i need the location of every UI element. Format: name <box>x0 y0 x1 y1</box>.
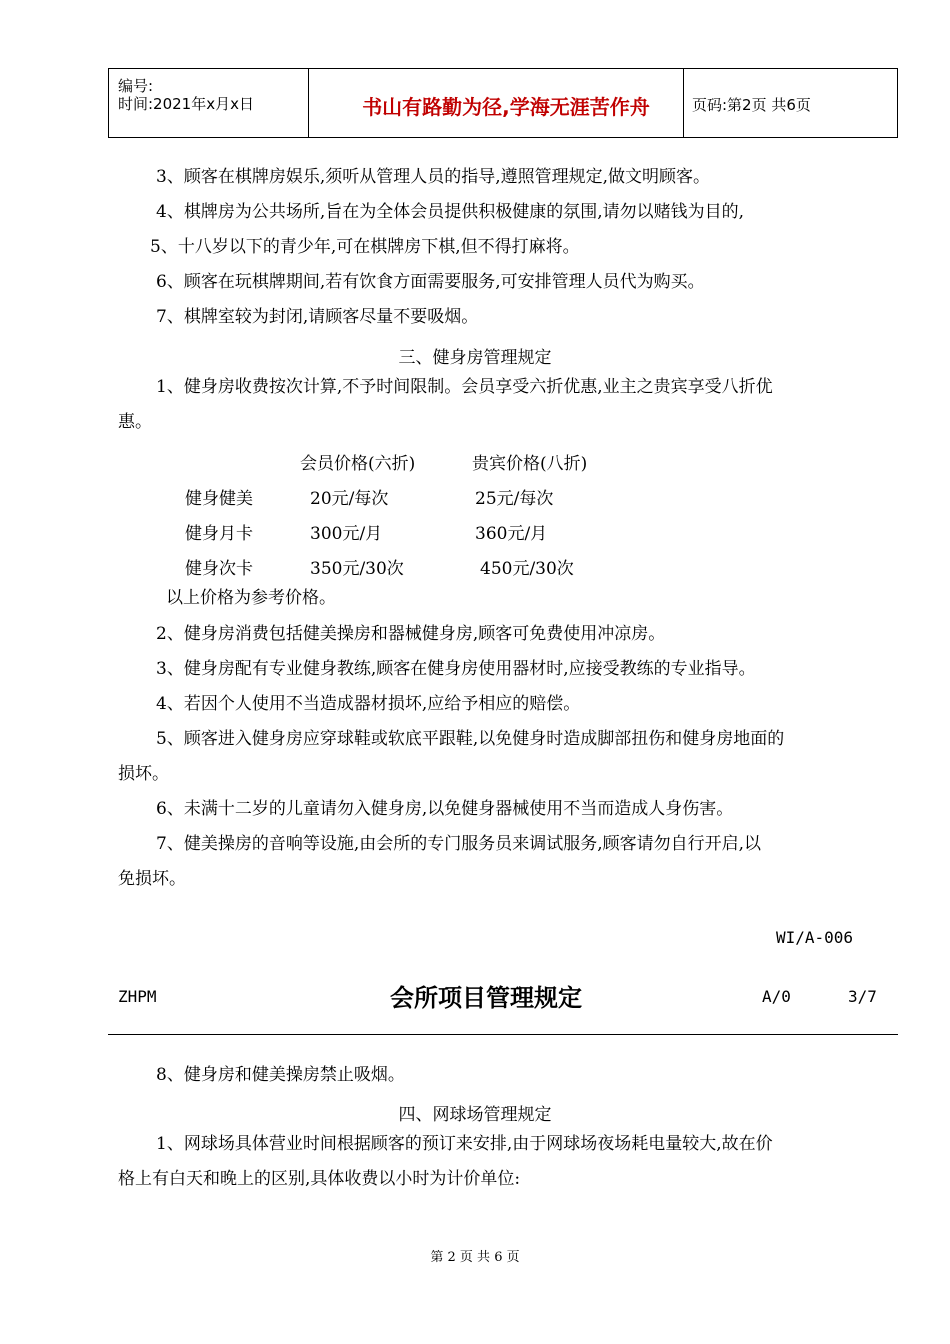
gym-rule-4: 4、若因个人使用不当造成器材损坏,应给予相应的赔偿。 <box>156 694 581 714</box>
price-guest: 450元/30次 <box>480 559 574 579</box>
number-label: 编号: <box>118 77 154 95</box>
gym-rule-3: 3、健身房配有专业健身教练,顾客在健身房使用器材时,应接受教练的专业指导。 <box>156 659 756 679</box>
gym-rule-2: 2、健身房消费包括健美操房和器械健身房,顾客可免费使用冲凉房。 <box>156 624 666 644</box>
price-guest: 25元/每次 <box>475 489 554 509</box>
gym-heading: 三、健身房管理规定 <box>398 348 552 368</box>
tennis-heading: 四、网球场管理规定 <box>398 1105 552 1125</box>
doc-title: 会所项目管理规定 <box>390 984 582 1012</box>
price-member: 300元/月 <box>310 524 383 544</box>
chess-rule-4: 4、棋牌房为公共场所,旨在为全体会员提供积极健康的氛围,请勿以赌钱为目的, <box>156 202 745 222</box>
gym-rule-7-line1: 7、健美操房的音响等设施,由会所的专门服务员来调试服务,顾客请勿自行开启,以 <box>156 834 762 854</box>
price-item: 健身月卡 <box>185 524 253 544</box>
doc-page: 3/7 <box>848 987 877 1006</box>
page-info: 页码:第2页 共6页 <box>692 96 811 114</box>
gym-rule-7-line2: 免损坏。 <box>118 869 186 889</box>
price-member: 20元/每次 <box>310 489 389 509</box>
chess-rule-3: 3、顾客在棋牌房娱乐,须听从管理人员的指导,遵照管理规定,做文明顾客。 <box>156 167 711 187</box>
price-item: 健身健美 <box>185 489 253 509</box>
gym-rule-1-line1: 1、健身房收费按次计算,不予时间限制。会员享受六折优惠,业主之贵宾享受八折优 <box>156 377 773 397</box>
gym-rule-5-line1: 5、顾客进入健身房应穿球鞋或软底平跟鞋,以免健身时造成脚部扭伤和健身房地面的 <box>156 729 785 749</box>
date-label: 时间:2021年x月x日 <box>118 95 254 113</box>
doc-revision: A/0 <box>762 987 791 1006</box>
page-footer: 第 2 页 共 6 页 <box>430 1250 520 1265</box>
company-code: ZHPM <box>118 987 157 1006</box>
chess-rule-7: 7、棋牌室较为封闭,请顾客尽量不要吸烟。 <box>156 307 479 327</box>
price-header-member: 会员价格(六折) <box>300 454 416 474</box>
price-item: 健身次卡 <box>185 559 253 579</box>
chess-rule-5: 5、十八岁以下的青少年,可在棋牌房下棋,但不得打麻将。 <box>150 237 580 257</box>
chess-rule-6: 6、顾客在玩棋牌期间,若有饮食方面需要服务,可安排管理人员代为购买。 <box>156 272 705 292</box>
price-guest: 360元/月 <box>475 524 548 544</box>
page-header <box>108 68 898 138</box>
doc-code: WI/A-006 <box>776 928 854 947</box>
gym-rule-8: 8、健身房和健美操房禁止吸烟。 <box>156 1065 405 1085</box>
price-member: 350元/30次 <box>310 559 404 579</box>
gym-rule-1-line2: 惠。 <box>118 412 152 432</box>
gym-rule-5-line2: 损坏。 <box>118 764 169 784</box>
price-note: 以上价格为参考价格。 <box>166 588 336 608</box>
header-divider <box>108 1034 898 1035</box>
motto: 书山有路勤为径,学海无涯苦作舟 <box>362 95 650 119</box>
price-header-guest: 贵宾价格(八折) <box>472 454 588 474</box>
gym-rule-6: 6、未满十二岁的儿童请勿入健身房,以免健身器械使用不当而造成人身伤害。 <box>156 799 734 819</box>
tennis-rule-1-line1: 1、网球场具体营业时间根据顾客的预订来安排,由于网球场夜场耗电量较大,故在价 <box>156 1134 773 1154</box>
tennis-rule-1-line2: 格上有白天和晚上的区别,具体收费以小时为计价单位: <box>118 1169 521 1189</box>
